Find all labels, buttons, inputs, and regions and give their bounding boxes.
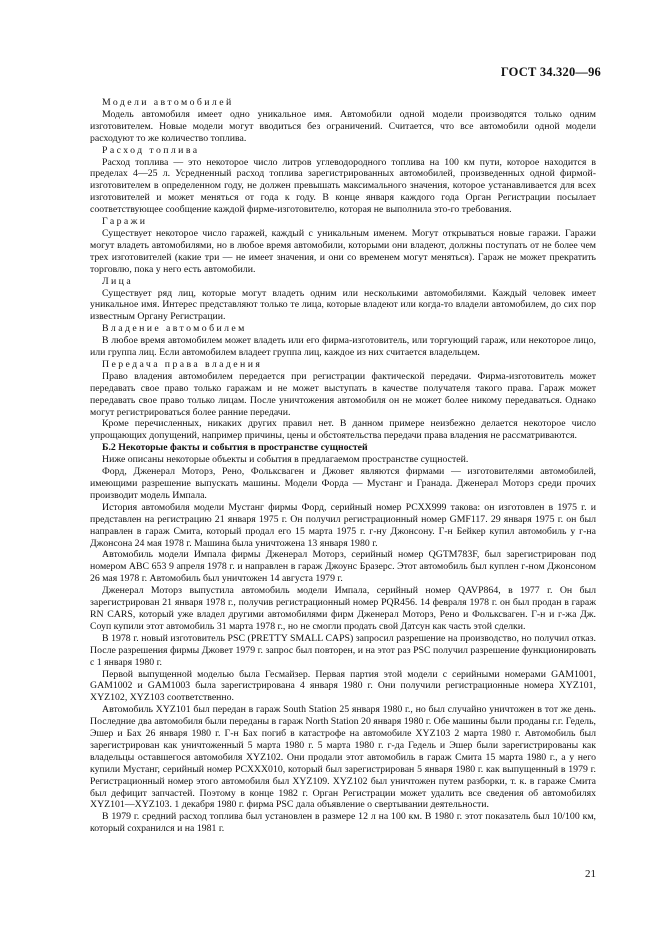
paragraph: В 1979 г. средний расход топлива был установлен в размере 12 л на 100 км. В 1980 г. этот показатель был 10/100 км, который сохранился и на 1981 г. — [90, 811, 596, 835]
paragraph: Расход топлива — это некоторое число литров углеводородного топлива на 100 км пути, которое находится в пределах 4—25 л. Усредненный расход топлива зарегистрированных автомобилей, произведенных одной фирмой-изготовителем в определенном году, не должен превышать максимального значения, которое устанавливается для всех изготовителей и может меняться от года к году. В конце января каждого года Орган Регистрации посылает соответствующее сообщение каждой фирме-изготовителю, которая не выполнила это-го требования. — [90, 156, 596, 216]
paragraph: В 1978 г. новый изготовитель PSC (PRETTY SMALL CAPS) запросил разрешение на производство, но получил отказ. После разрешения фирмы Джовет 1979 г. запрос был повторен, и на этот раз PSC получил разрешение функционировать с 1 января 1980 г. — [90, 632, 596, 668]
heading-car-ownership: Владение автомобилем — [102, 323, 247, 335]
heading-fuel-consumption: Расход топлива — [102, 144, 200, 156]
heading-transfer-of-ownership: Передача права владения — [102, 358, 263, 370]
document-code: ГОСТ 34.320—96 — [500, 65, 601, 79]
paragraph: Автомобиль XYZ101 был передан в гараж South Station 25 января 1980 г., но был случайно уничтожен в тот же день. Последние два автомобиля были переданы в гараж North Station 20 января 1980 г. Обе машины были проданы г.г. Гедель, Эшер и Бах 26 января 1980 г. Г-н Бах погиб в катастрофе на автомобиле XYZ103 2 марта 1980 г. Автомобиль был зарегистрирован как уничтоженный 5 марта 1980 г. 5 марта 1980 г. г-да Гедель и Эшер были зарегистрированы как владельцы оставшегося автомобиля XYZ102. Они продали этот автомобиль в гараж Смита 15 марта 1980 г., а у него купили Мустанг, серийный номер РСХХХ010, который был зарегистрирован 5 января 1980 г. как выпущенный в 1979 г. Регистрационный номер этого автомобиля был XYZ109. XYZ102 был уничтожен путем разборки, т. к. в гараже Смита был дефицит запчастей. Поэтому в конце 1982 г. Орган Регистрации может удалить все сведения об автомобилях XYZ101—XYZ103. 1 декабря 1980 г. фирма PSC дала объявление о свертывании деятельности. — [90, 704, 596, 811]
paragraph: Первой выпущенной моделью была Гесмайзер. Первая партия этой модели с серийными номерами GAM1001, GAM1002 и GAM1003 была зарегистрирована 4 января 1980 г. Они получили регистрационные номера XYZ101, XYZ102, XYZ103 соответственно. — [90, 668, 596, 704]
paragraph: Право владения автомобилем передается при регистрации фактической передачи. Фирма-изготовитель может передавать свое право только гаражам и не может выступать в качестве получателя такого права. Гараж может передавать свое право только лицам. После уничтожения автомобиля он не может более никому передаваться. Однако могут регистрироваться более ранние передачи. — [90, 370, 596, 418]
heading-car-models: Модели автомобилей — [102, 97, 234, 108]
section-heading: Б.2 Некоторые факты и события в пространстве сущностей — [102, 442, 368, 454]
paragraph: Модель автомобиля имеет одно уникальное имя. Автомобили одной модели производятся только одним изготовителем. Новые модели могут вводиться без ограничений. Считается, что все автомобили одной модели расходуют то же количество топлива. — [90, 108, 596, 144]
paragraph: Автомобиль модели Импала фирмы Дженерал Моторз, серийный номер QGTM783F, был зарегистрирован под номером АВС 653 9 апреля 1978 г. и направлен в гараж Джоунс Бразерс. Этот автомобиль был куплен г-ном Джонсоном 26 мая 1978 г. Автомобиль был уничтожен 14 августа 1979 г. — [90, 549, 596, 585]
heading-persons: Лица — [102, 275, 134, 287]
paragraph: Существует ряд лиц, которые могут владеть одним или несколькими автомобилями. Каждый человек имеет уникальное имя. Интерес представляют только те лица, которые владеют или когда-то владели автомобилем, до сих пор известным Органу Регистрации. — [90, 287, 596, 323]
paragraph: Форд, Дженерал Моторз, Рено, Фольксваген и Джовет являются фирмами — изготовителями автомобилей, имеющими разрешение выпускать машины. Модели Форда — Мустанг и Гранада. Дженерал Моторз среди прочих производит модель Импала. — [90, 466, 596, 501]
paragraph: История автомобиля модели Мустанг фирмы Форд, серийный номер РСХХ999 такова: он изготовлен в 1975 г. и представлен на регистрацию 21 января 1975 г. Он получил регистрационный номер GMF117. 29 января 1975 г. он был направлен в гараж Смита, который продал его 15 марта 1975 г. г-ну Джонсону. Г-н Бейкер купил автомобиль у г-на Джонсона 24 мая 1978 г. Машина была уничтожена 13 января 1980 г. — [90, 501, 596, 549]
paragraph: Дженерал Моторз выпустила автомобиль модели Импала, серийный номер QAVP864, в 1977 г. Он был зарегистрирован 21 января 1978 г., получив регистрационный номер PQR456. 14 февраля 1978 г. он был продан в гараж RN CARS, который уже владел другими автомобилями фирм Дженерал Моторз, Рено и Фольксваген. Г-н и г-жа Дж. Соуп купили этот автомобиль 31 марта 1978 г., но не смогли продать свой Датсун как часть этой сделки. — [90, 585, 596, 632]
paragraph: Существует некоторое число гаражей, каждый с уникальным именем. Могут открываться новые гаражи. Гаражи могут владеть автомобилями, но в любое время автомобили, которыми они владеют, должны поступать от не более чем трех изготовителей (какие три — не имеет значения, и они со временем могут меняться). Гараж не может прекратить торговлю, пока у него есть автомобили. — [90, 227, 596, 275]
paragraph: В любое время автомобилем может владеть или его фирма-изготовитель, или торгующий гараж, или некоторое лицо, или группа лиц. Если автомобилем владеет группа лиц, каждое из них считается владельцем. — [90, 335, 596, 359]
paragraph: Ниже описаны некоторые объекты и события в предлагаемом пространстве сущностей. — [102, 454, 469, 466]
body-text — [90, 97, 596, 835]
paragraph: Кроме перечисленных, никаких других правил нет. В данном примере неизбежно делается некоторое число упрощающих допущений, например причины, цены и обстоятельства передачи права владения не рассматриваются. — [90, 418, 596, 442]
page-number: 21 — [585, 868, 596, 880]
heading-garages: Гаражи — [102, 216, 148, 228]
